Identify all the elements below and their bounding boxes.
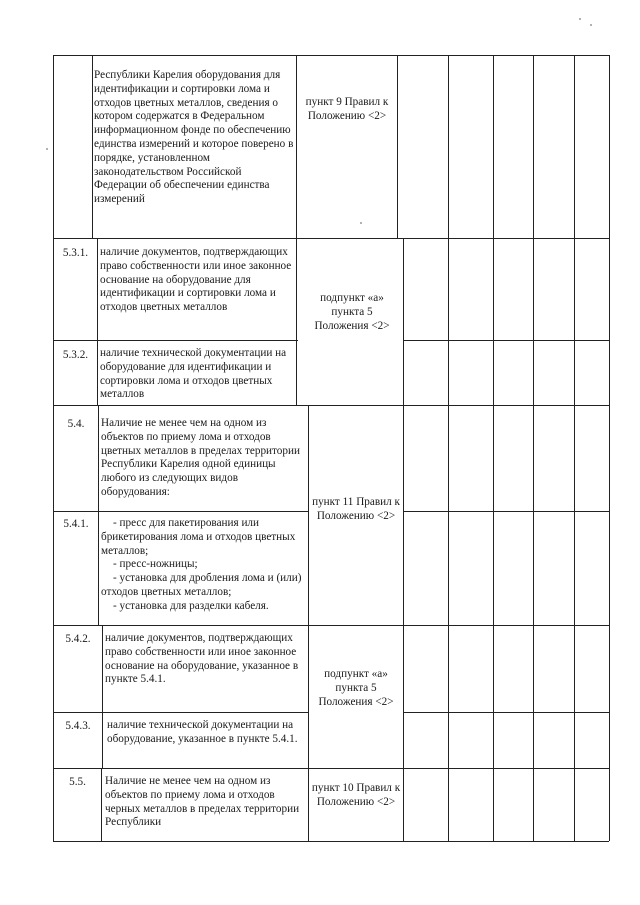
- rule: [308, 405, 309, 841]
- rule: [53, 712, 308, 713]
- rule: [493, 55, 494, 841]
- rule: [53, 55, 609, 56]
- rule: [53, 841, 609, 842]
- row-number: 5.4.: [67, 418, 85, 430]
- rule: [403, 238, 404, 841]
- rule: [92, 55, 93, 238]
- scan-speck: [579, 18, 581, 20]
- equipment-item: - установка для дробления лома и (или) отходов цветных металлов;: [101, 572, 302, 598]
- row-description: наличие технической документации на оборудование для идентификации и сортировки лома и отходов цветных металлов: [100, 347, 287, 401]
- rule: [98, 405, 99, 625]
- row-number: 5.3.2.: [62, 349, 89, 361]
- row-description: Наличие не менее чем на одном из объектов по приему лома и отходов цветных металлов в пределах территории Республики Карелия одной единицы любого из следующих видов оборудования:: [101, 417, 300, 498]
- row-number: 5.5.: [69, 776, 86, 788]
- legal-reference: подпункт «а» пункта 5 Положения <2>: [314, 292, 390, 332]
- legal-reference: пункт 11 Правил к Положению <2>: [312, 496, 400, 522]
- rule: [397, 55, 398, 238]
- row-number: 5.4.2.: [65, 633, 91, 645]
- rule: [53, 625, 609, 626]
- rule: [53, 768, 609, 769]
- legal-reference: пункт 9 Правил к Положению <2>: [305, 96, 389, 122]
- rule: [97, 238, 98, 405]
- row-number: 5.4.1.: [63, 518, 89, 530]
- rule: [448, 55, 449, 841]
- scan-speck: [360, 222, 362, 224]
- row-description: наличие документов, подтверждающих право собственности или иное законное основание на оборудование, указанное в пункте 5.4.1.: [105, 632, 299, 686]
- row-description: наличие документов, подтверждающих право собственности или иное законное основание на оборудование для идентификации и сортировки лома и отходов цветных металлов: [100, 246, 292, 314]
- rule: [101, 768, 102, 841]
- row-description: наличие технической документации на оборудование, указанное в пункте 5.4.1.: [107, 719, 298, 745]
- rule: [296, 55, 297, 405]
- rule: [53, 405, 609, 406]
- rule: [403, 712, 609, 713]
- rule: [403, 340, 609, 341]
- rule: [53, 340, 298, 341]
- rule: [102, 625, 103, 768]
- scan-speck: [46, 148, 48, 150]
- legal-reference: подпункт «а» пункта 5 Положения <2>: [318, 668, 394, 708]
- rule: [403, 511, 609, 512]
- row-number: 5.3.1.: [62, 247, 89, 259]
- row-number: 5.4.3.: [65, 720, 91, 732]
- rule: [574, 55, 575, 841]
- row-description: [101, 517, 307, 614]
- rule: [53, 238, 609, 239]
- scan-speck: [590, 24, 592, 26]
- row-description: Наличие не менее чем на одном из объектов по приему лома и отходов черных металлов в пределах территории Республики: [105, 775, 300, 829]
- rule: [609, 55, 610, 841]
- equipment-item: - пресс-ножницы;: [113, 558, 198, 571]
- rule: [53, 511, 308, 512]
- equipment-item: - установка для разделки кабеля.: [113, 599, 269, 612]
- rule: [533, 55, 534, 841]
- row-description: Республики Карелия оборудования для идентификации и сортировки лома и отходов цветных металлов, сведения о котором содержатся в Федеральном информационном фонде по обеспечению единства измерений и которое поверено в порядке, установленном законодательством Российской Федерации об обеспечении единства измерений: [94, 69, 294, 206]
- legal-reference: пункт 10 Правил к Положению <2>: [311, 782, 401, 808]
- equipment-item: - пресс для пакетирования или брикетирования лома и отходов цветных металлов;: [101, 517, 296, 557]
